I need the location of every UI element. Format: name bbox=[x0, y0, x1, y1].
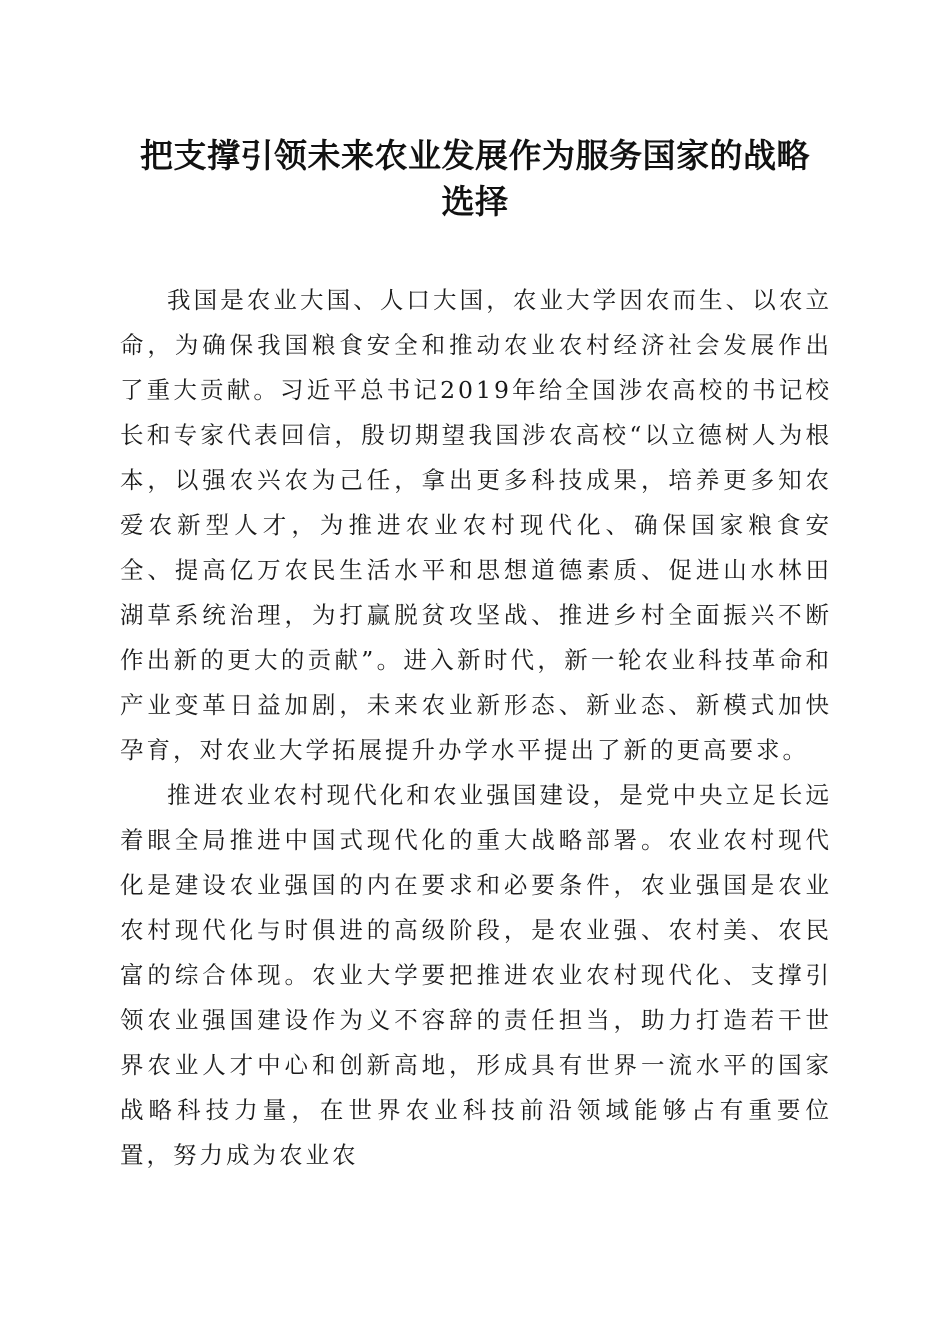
title-line-2: 选择 bbox=[441, 182, 509, 221]
paragraph-1: 我国是农业大国、人口大国，农业大学因农而生、以农立命，为确保我国粮食安全和推动农业农村经济社会发展作出了重大贡献。习近平总书记2019年给全国涉农高校的书记校长和专家代表回信，殷切期望我国涉农高校“以立德树人为根本，以强农兴农为己任，拿出更多科技成果，培养更多知农爱农新型人才，为推进农业农村现代化、确保国家粮食安全、提高亿万农民生活水平和思想道德素质、促进山水林田湖草系统治理，为打赢脱贫攻坚战、推进乡村全面振兴不断作出新的更大的贡献”。进入新时代，新一轮农业科技革命和产业变革日益加剧，未来农业新形态、新业态、新模式加快孕育，对农业大学拓展提升办学水平提出了新的更高要求。 bbox=[120, 286, 832, 764]
document-title bbox=[110, 133, 840, 225]
paragraph-2: 推进农业农村现代化和农业强国建设，是党中央立足长远着眼全局推进中国式现代化的重大战略部署。农业农村现代化是建设农业强国的内在要求和必要条件，农业强国是农业农村现代化与时俱进的高级阶段，是农业强、农村美、农民富的综合体现。农业大学要把推进农业农村现代化、支撑引领农业强国建设作为义不容辞的责任担当，助力打造若干世界农业人才中心和创新高地，形成具有世界一流水平的国家战略科技力量，在世界农业科技前沿领域能够占有重要位置，努力成为农业农 bbox=[120, 781, 832, 1169]
document-body bbox=[120, 278, 832, 1178]
title-line-1: 把支撑引领未来农业发展作为服务国家的战略 bbox=[140, 136, 810, 175]
